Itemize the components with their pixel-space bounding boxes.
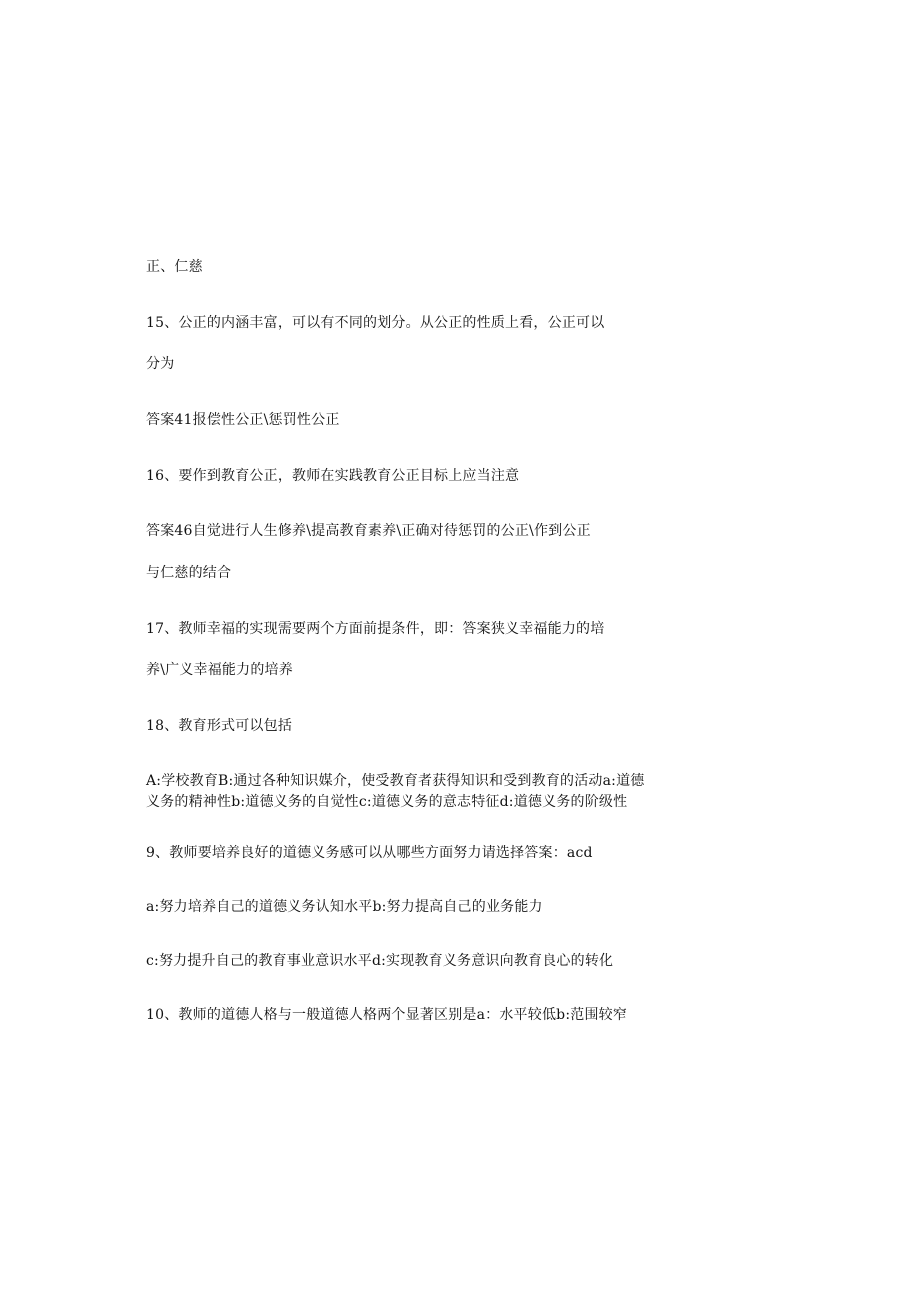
question-9: 9、教师要培养良好的道德义务感可以从哪些方面努力请选择答案：acd: [146, 845, 593, 861]
question-10: 10、教师的道德人格与一般道德人格两个显著区别是a：水平较低b:范围较窄: [146, 1007, 628, 1023]
question-15-line-2: 分为: [146, 356, 175, 372]
options-18-line-2: 义务的精神性b:道德义务的自觉性c:道德义务的意志特征d:道德义务的阶级性: [146, 794, 628, 810]
question-18: 18、教育形式可以包括: [146, 718, 293, 734]
question-15-line-1: 15、公正的内涵丰富，可以有不同的划分。从公正的性质上看，公正可以: [146, 315, 605, 331]
answer-16-line-2: 与仁慈的结合: [146, 565, 232, 581]
answer-16-line-1: 答案46自觉进行人生修养\提高教育素养\正确对待惩罚的公正\作到公正: [146, 523, 591, 539]
question-17-line-1: 17、教师幸福的实现需要两个方面前提条件，即：答案狭义幸福能力的培: [146, 621, 605, 637]
text-line: 正、仁慈: [146, 259, 203, 275]
options-18-line-1: A:学校教育B:通过各种知识媒介，使受教育者获得知识和受到教育的活动a:道德: [146, 773, 645, 789]
answer-15: 答案41报偿性公正\惩罚性公正: [146, 412, 340, 428]
question-17-line-2: 养\广义幸福能力的培养: [146, 662, 293, 678]
options-9-line-1: a:努力培养自己的道德义务认知水平b:努力提高自己的业务能力: [146, 899, 543, 915]
question-16: 16、要作到教育公正，教师在实践教育公正目标上应当注意: [146, 468, 520, 484]
options-9-line-2: c:努力提升自己的教育事业意识水平d:实现教育义务意识向教育良心的转化: [146, 953, 614, 969]
